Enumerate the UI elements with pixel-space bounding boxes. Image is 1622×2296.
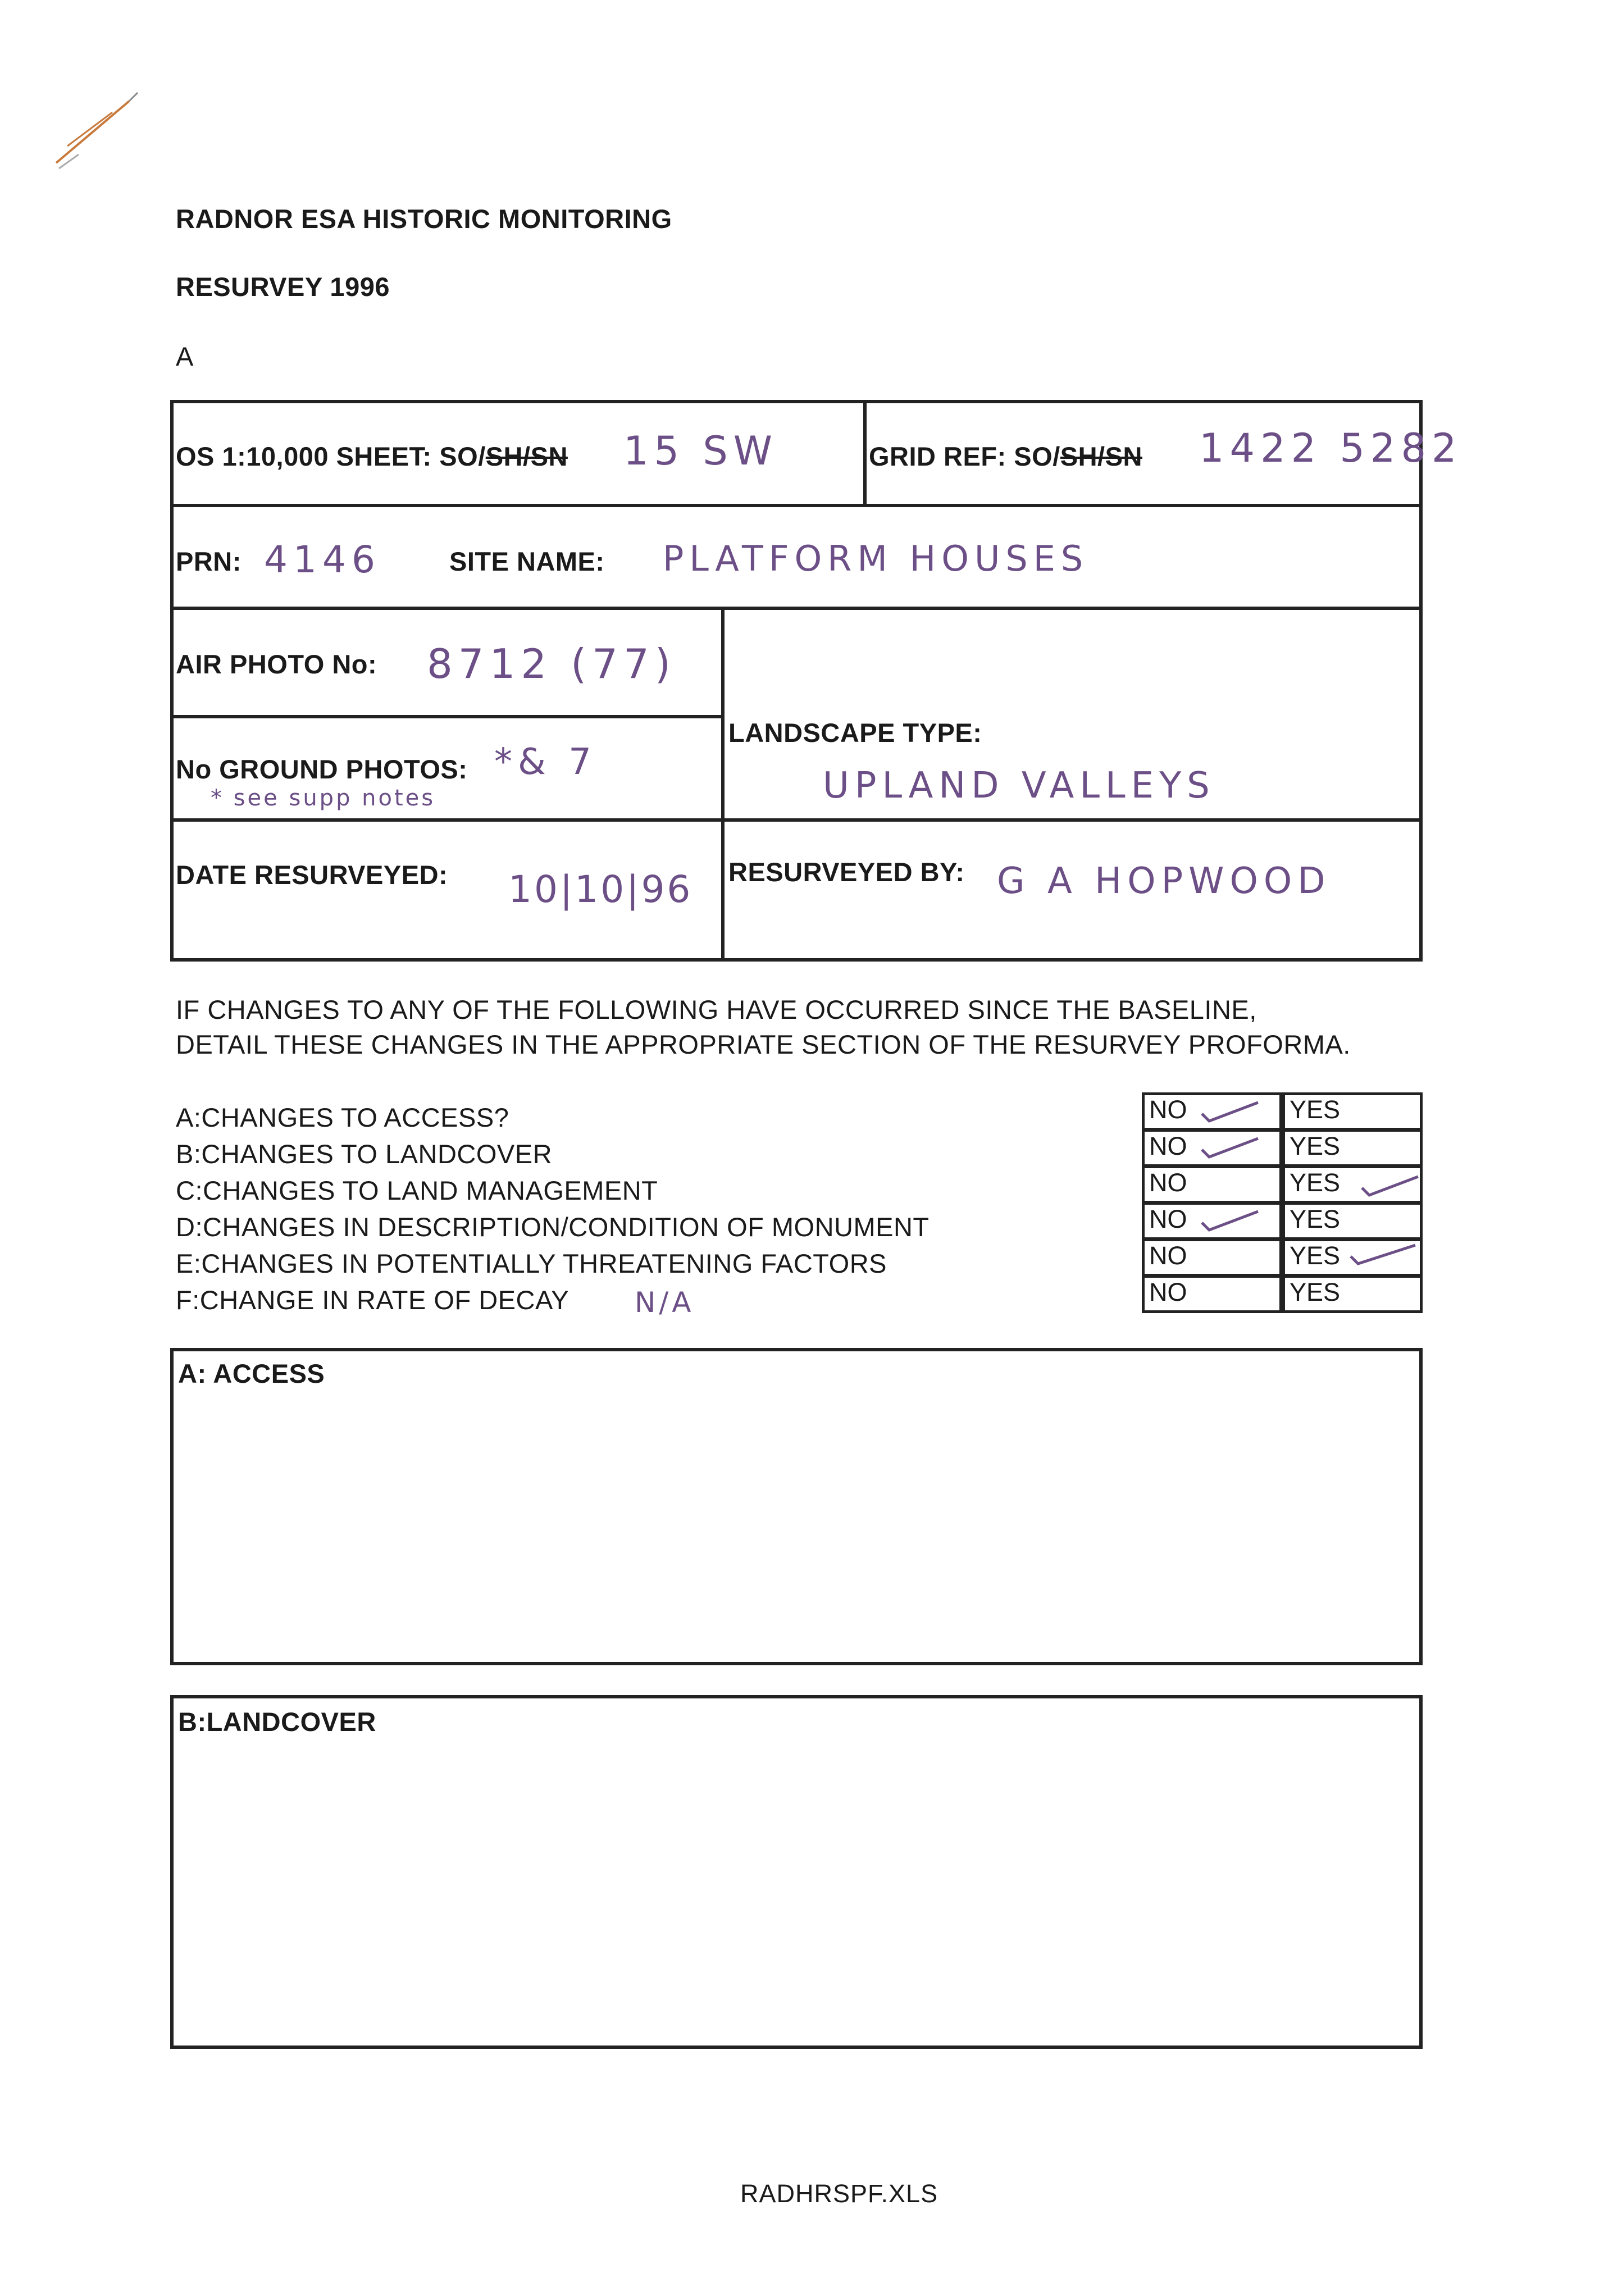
resurveyed-by-value: G A HOPWOOD	[997, 860, 1331, 902]
change-a-yes-label: YES	[1290, 1095, 1341, 1124]
grid-ref-label-group	[869, 441, 1142, 472]
ground-photos-value: *& 7	[494, 741, 597, 783]
form-letter: A	[176, 341, 194, 371]
form-title: RADNOR ESA HISTORIC MONITORING	[176, 204, 672, 234]
change-f-yes-cell[interactable]	[1282, 1275, 1423, 1313]
os-sheet-value: 15 SW	[623, 428, 778, 474]
grid-rule-4	[170, 818, 1423, 822]
change-c-no-cell[interactable]	[1142, 1165, 1282, 1204]
change-d-yes-cell[interactable]	[1282, 1202, 1423, 1240]
change-c-no-label: NO	[1149, 1168, 1187, 1197]
change-label-a: A:CHANGES TO ACCESS?	[176, 1103, 509, 1132]
change-e-no-cell[interactable]	[1142, 1238, 1282, 1277]
change-c-yes-tick-icon	[1359, 1174, 1421, 1199]
change-d-no-label: NO	[1149, 1205, 1187, 1233]
landcover-section[interactable]	[170, 1695, 1423, 2049]
change-d-yes-label: YES	[1290, 1205, 1341, 1233]
corner-pencil-mark	[45, 79, 157, 180]
resurveyed-by-label: RESURVEYED BY:	[728, 857, 965, 887]
change-e-no-label: NO	[1149, 1241, 1187, 1270]
grid-vrule-mid	[721, 607, 725, 962]
change-b-yes-cell[interactable]	[1282, 1129, 1423, 1167]
date-resurveyed-label: DATE RESURVEYED:	[176, 860, 448, 890]
os-sheet-prefix: SO/	[439, 441, 486, 471]
change-label-c: C:CHANGES TO LAND MANAGEMENT	[176, 1176, 658, 1205]
access-section-title: A: ACCESS	[178, 1359, 325, 1388]
os-sheet-label-group	[176, 441, 568, 472]
os-sheet-label: OS 1:10,000 SHEET:	[176, 441, 432, 471]
air-photo-label: AIR PHOTO No:	[176, 649, 377, 679]
change-a-no-tick-icon	[1199, 1100, 1261, 1125]
grid-ref-prefix: SO/	[1014, 441, 1060, 471]
change-a-yes-cell[interactable]	[1282, 1092, 1423, 1131]
change-f-note: N/A	[635, 1286, 695, 1319]
change-a-no-label: NO	[1149, 1095, 1187, 1124]
form-subtitle: RESURVEY 1996	[176, 272, 390, 302]
change-f-no-label: NO	[1149, 1278, 1187, 1306]
date-resurveyed-value: 10|10|96	[508, 868, 693, 911]
change-label-b: B:CHANGES TO LANDCOVER	[176, 1139, 553, 1169]
instructions-line-1: IF CHANGES TO ANY OF THE FOLLOWING HAVE OCCURRED SINCE THE BASELINE,	[176, 995, 1257, 1024]
change-label-f: F:CHANGE IN RATE OF DECAY	[176, 1285, 569, 1315]
ground-photos-note: * see supp notes	[211, 785, 436, 811]
landscape-value: UPLAND VALLEYS	[823, 765, 1215, 807]
grid-vrule-top	[863, 400, 867, 505]
grid-ref-value: 1422 5282	[1199, 425, 1462, 471]
instructions-line-2: DETAIL THESE CHANGES IN THE APPROPRIATE SECTION OF THE RESURVEY PROFORMA.	[176, 1029, 1351, 1059]
change-d-no-tick-icon	[1199, 1209, 1261, 1234]
os-sheet-prefix-struck: SH/SN	[485, 441, 568, 471]
change-f-yes-label: YES	[1290, 1278, 1341, 1306]
change-label-e: E:CHANGES IN POTENTIALLY THREATENING FACTORS	[176, 1249, 887, 1278]
change-b-no-tick-icon	[1199, 1136, 1261, 1161]
grid-rule-3	[170, 715, 725, 718]
footer-filename: RADHRSPF.XLS	[740, 2179, 938, 2208]
landcover-section-title: B:LANDCOVER	[178, 1707, 376, 1737]
access-section[interactable]	[170, 1348, 1423, 1665]
change-label-d: D:CHANGES IN DESCRIPTION/CONDITION OF MONUMENT	[176, 1212, 930, 1242]
grid-rule-2	[170, 607, 1423, 610]
change-b-yes-label: YES	[1290, 1132, 1341, 1160]
change-e-yes-tick-icon	[1348, 1242, 1418, 1268]
grid-rule-1	[170, 504, 1423, 507]
grid-ref-prefix-struck: SH/SN	[1060, 441, 1142, 471]
prn-label: PRN:	[176, 546, 242, 576]
grid-ref-label: GRID REF:	[869, 441, 1006, 471]
landscape-label: LANDSCAPE TYPE:	[728, 718, 982, 748]
air-photo-value: 8712 (77)	[427, 640, 676, 687]
change-f-no-cell[interactable]	[1142, 1275, 1282, 1313]
site-name-label: SITE NAME:	[449, 546, 605, 576]
change-c-yes-label: YES	[1290, 1168, 1341, 1197]
change-b-no-label: NO	[1149, 1132, 1187, 1160]
change-e-yes-label: YES	[1290, 1241, 1341, 1270]
ground-photos-label: No GROUND PHOTOS:	[176, 754, 468, 784]
site-name-value: PLATFORM HOUSES	[663, 538, 1089, 579]
prn-value: 4146	[264, 538, 381, 581]
